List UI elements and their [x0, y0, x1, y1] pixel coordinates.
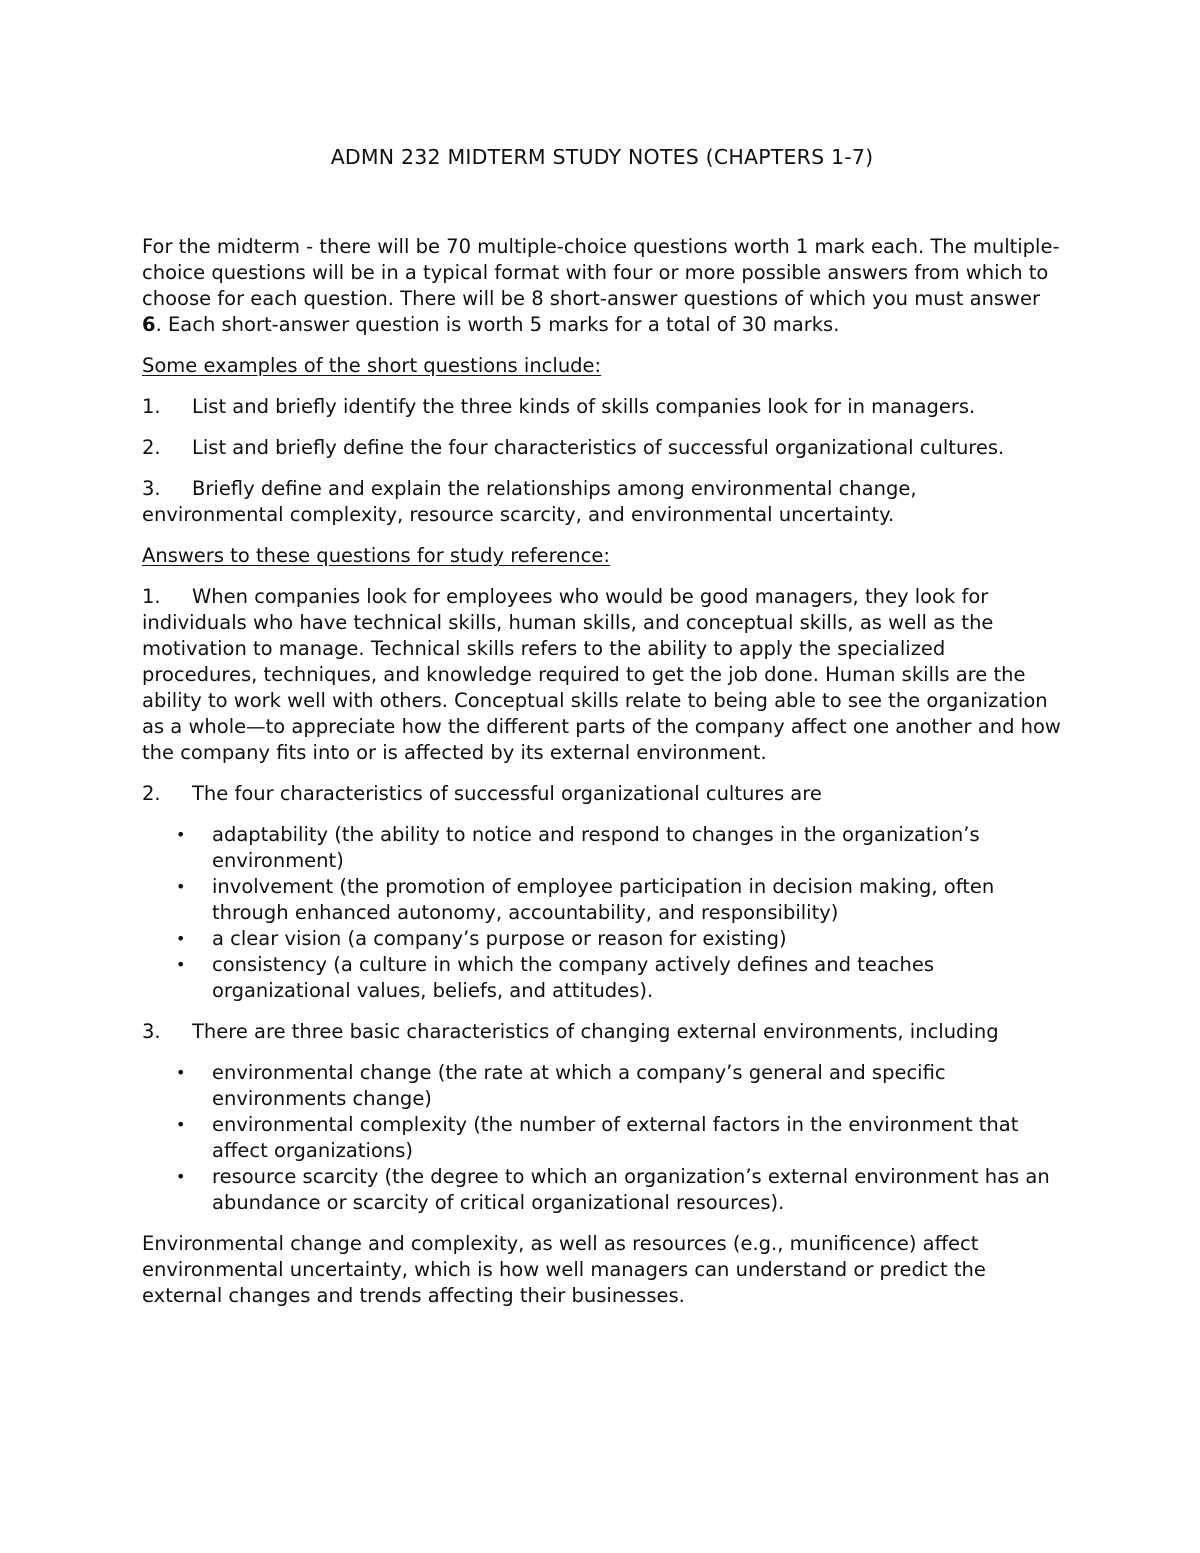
list-item-text: involvement (the promotion of employee participation in decision making, often through enhanced autonomy, accountability, and responsibility): [212, 875, 995, 924]
question-text: List and briefly define the four characteristics of successful organizational cultures.: [192, 436, 1005, 459]
answer-number: 2.: [142, 782, 161, 805]
answer-item: [142, 781, 1062, 807]
bullet-icon: •: [176, 1167, 186, 1186]
answers-heading: Answers to these questions for study reference:: [142, 544, 610, 567]
answer-number: 1.: [142, 585, 161, 608]
question-item: [142, 435, 1062, 461]
list-item: [142, 1060, 1062, 1112]
list-item: [142, 952, 1062, 1004]
question-text: Briefly define and explain the relationships among environmental change, environmental complexity, resource scarcity, and environmental uncertainty.: [142, 477, 917, 526]
bullet-icon: •: [176, 825, 186, 844]
environment-characteristics-list: [142, 1060, 1062, 1216]
answer-text: The four characteristics of successful organizational cultures are: [192, 782, 822, 805]
answer-number: 3.: [142, 1020, 161, 1043]
list-item: [142, 822, 1062, 874]
list-item-text: resource scarcity (the degree to which an organization’s external environment has an abundance or scarcity of critical organizational resources).: [212, 1165, 1050, 1214]
list-item-text: adaptability (the ability to notice and respond to changes in the organization’s environment): [212, 823, 980, 872]
bullet-icon: •: [176, 1063, 186, 1082]
document-title: ADMN 232 MIDTERM STUDY NOTES (CHAPTERS 1-7): [330, 145, 874, 169]
question-number: 3.: [142, 477, 161, 500]
question-number: 1.: [142, 395, 161, 418]
list-item: [142, 1164, 1062, 1216]
culture-characteristics-list: [142, 822, 1062, 1004]
answer-text: When companies look for employees who would be good managers, they look for individuals who have technical skills, human skills, and conceptual skills, as well as the motivation to manage. Technical skills refers to the ability to apply the specialized procedures, techniques, and knowledge required to get the job done. Human skills are the ability to work well with others. Conceptual skills relate to being able to see the organization as a whole—to appreciate how the different parts of the company affect one another and how the company fits into or is affected by its external environment.: [142, 585, 1061, 764]
question-text: List and briefly identify the three kinds of skills companies look for in managers.: [192, 395, 976, 418]
intro-text-part2: . Each short-answer question is worth 5 marks for a total of 30 marks.: [155, 313, 840, 336]
intro-paragraph: [142, 234, 1062, 338]
examples-heading: Some examples of the short questions include:: [142, 354, 602, 377]
answer-item: [142, 584, 1062, 766]
list-item: [142, 874, 1062, 926]
bullet-icon: •: [176, 1115, 186, 1134]
list-item-text: consistency (a culture in which the company actively defines and teaches organizational values, beliefs, and attitudes).: [212, 953, 935, 1002]
closing-paragraph: Environmental change and complexity, as well as resources (e.g., munificence) affect environmental uncertainty, which is how well managers can understand or predict the external changes and trends affecting their businesses.: [142, 1232, 986, 1307]
question-item: [142, 394, 1062, 420]
list-item: [142, 1112, 1062, 1164]
answer-text: There are three basic characteristics of changing external environments, including: [192, 1020, 999, 1043]
bullet-icon: •: [176, 877, 186, 896]
list-item-text: a clear vision (a company’s purpose or reason for existing): [212, 927, 787, 950]
document-page: [142, 142, 1062, 1324]
list-item-text: environmental change (the rate at which a company’s general and specific environments change): [212, 1061, 946, 1110]
intro-text-part1: For the midterm - there will be 70 multiple-choice questions worth 1 mark each. The multiple-choice questions will be in a typical format with four or more possible answers from which to choose for each question. There will be 8 short-answer questions of which you must answer: [142, 235, 1060, 310]
list-item-text: environmental complexity (the number of external factors in the environment that affect organizations): [212, 1113, 1019, 1162]
bullet-icon: •: [176, 955, 186, 974]
intro-bold-number: 6: [142, 313, 156, 336]
question-number: 2.: [142, 436, 161, 459]
question-item: [142, 476, 1062, 528]
list-item: [142, 926, 1062, 952]
bullet-icon: •: [176, 929, 186, 948]
answer-item: [142, 1019, 1062, 1045]
